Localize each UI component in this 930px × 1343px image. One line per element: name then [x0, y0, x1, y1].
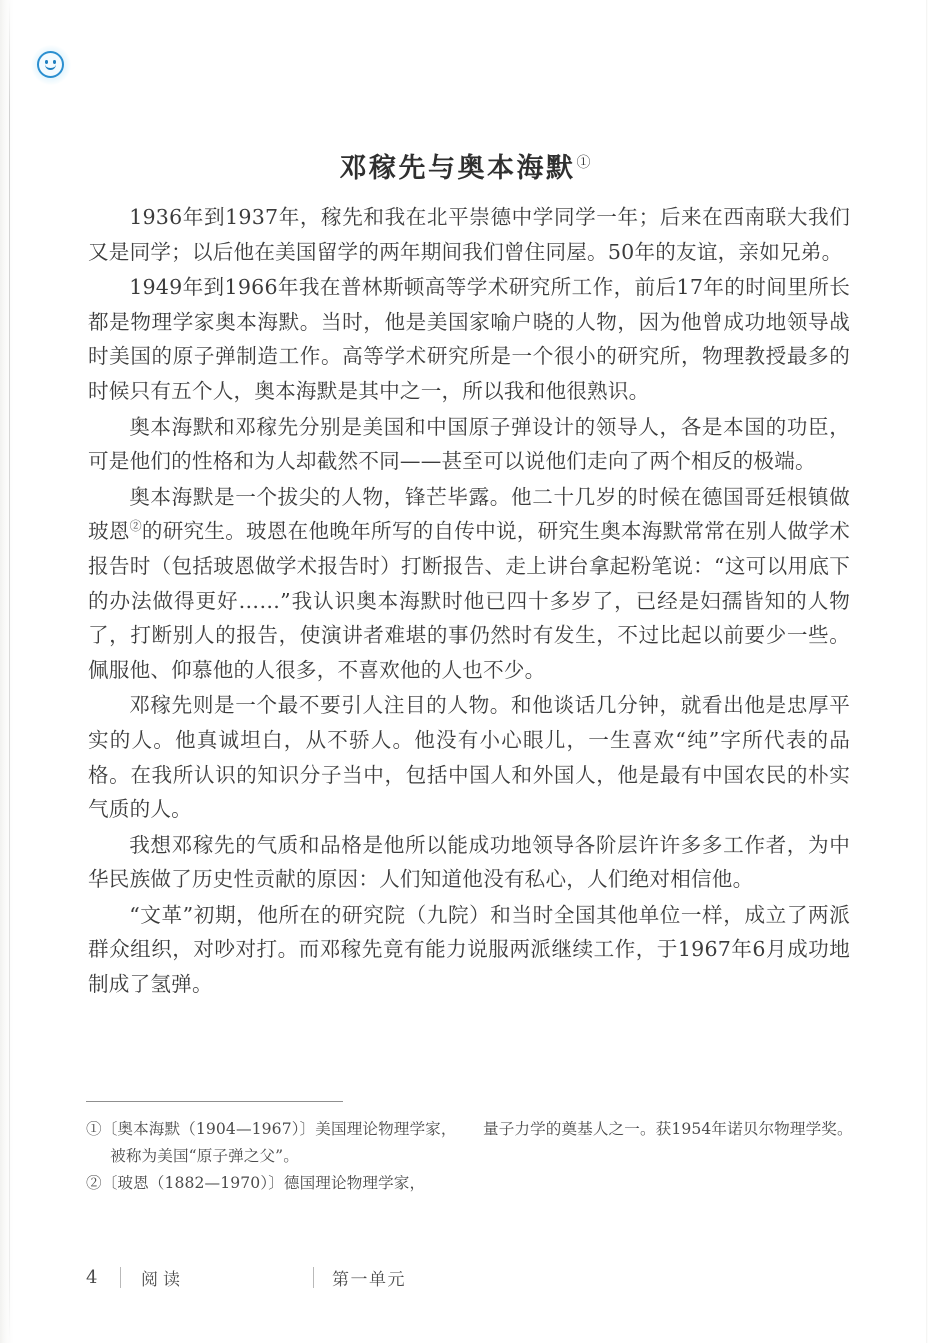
page-title-text: 邓稼先与奥本海默 — [339, 153, 576, 185]
paragraph-6: 我想邓稼先的气质和品格是他所以能成功地领导各阶层许许多多工作者，为中华民族做了历史性贡献的原因：人们知道他没有私心，人们绝对相信他。 — [88, 832, 850, 892]
paragraph-3: 奥本海默和邓稼先分别是美国和中国原子弹设计的领导人，各是本国的功臣，可是他们的性格和为人却截然不同——甚至可以说他们走向了两个相反的极端。 — [88, 414, 850, 474]
article-body — [88, 200, 850, 1003]
footer-divider-2 — [313, 1267, 314, 1288]
page-scan-edge-right — [926, 0, 928, 1343]
title-footnote-marker: ① — [576, 155, 591, 172]
page-number: 4 — [86, 1266, 98, 1288]
footnote-area — [86, 1116, 854, 1198]
paragraph-4 — [88, 480, 850, 688]
footnote-separator-rule — [86, 1101, 343, 1102]
footnote-column-right — [483, 1116, 854, 1198]
paragraph-4-part-b: 的研究生。玻恩在他晚年所写的自传中说，研究生奥本海默常常在别人做学术报告时（包括玻恩做学术报告时）打断报告、走上讲台拿起粉笔说：“这可以用底下的办法做得更好……”我认识奥本海默时他已四十多岁了，已经是妇孺皆知的人物了，打断别人的报告，使演讲者难堪的事仍然时有发生，不过比起以前要少一些。佩服他、仰慕他的人很多，不喜欢他的人也不少。 — [88, 519, 850, 682]
paragraph-2: 1949年到1966年我在普林斯顿高等学术研究所工作，前后17年的时间里所长都是物理学家奥本海默。当时，他是美国家喻户晓的人物，因为他曾成功地领导战时美国的原子弹制造工作。高等学术研究所是一个很小的研究所，物理教授最多的时候只有五个人，奥本海默是其中之一，所以我和他很熟识。 — [88, 275, 850, 403]
paragraph-5: 邓稼先则是一个最不要引人注目的人物。和他谈话几分钟，就看出他是忠厚平实的人。他真诚坦白，从不骄人。他没有小心眼儿，一生喜欢“纯”字所代表的品格。在我所认识的知识分子当中，包括中国人和外国人，他是最有中国农民的朴实气质的人。 — [88, 693, 850, 822]
paragraph-4-part-a: 奥本海默是一个拔尖的人物，锋芒毕露。他二十几岁的时候在德国哥廷根镇做玻恩 — [88, 484, 850, 544]
page-title — [0, 146, 930, 185]
footnote-item-2: ②〔玻恩（1882—1970）〕德国理论物理学家， — [86, 1174, 426, 1192]
paragraph-1: 1936年到1937年，稼先和我在北平崇德中学同学一年；后来在西南联大我们又是同学；以后他在美国留学的两年期间我们曾住同屋。50年的友谊，亲如兄弟。 — [88, 205, 850, 264]
page-footer — [86, 1262, 854, 1292]
page-scan-edge-left — [9, 0, 10, 1343]
footer-divider-1 — [120, 1267, 121, 1288]
paragraph-7: “文革”初期，他所在的研究院（九院）和当时全国其他单位一样，成立了两派群众组织，对吵对打。而邓稼先竟有能力说服两派继续工作，于1967年6月成功地制成了氢弹。 — [88, 902, 850, 997]
footnote-item-1: ①〔奥本海默（1904—1967）〕美国理论物理学家，被称为美国“原子弹之父”。 — [86, 1120, 457, 1165]
paragraph-4-footnote-marker: ② — [129, 519, 142, 534]
footnote-column-left — [86, 1116, 457, 1198]
smiley-face-circle — [37, 51, 64, 78]
smiley-face-icon[interactable] — [31, 45, 71, 85]
footer-unit-label: 第一单元 — [332, 1269, 406, 1290]
footer-section-label: 阅读 — [141, 1269, 185, 1290]
smiley-mouth — [45, 63, 56, 70]
footnote-item-2-continued: 量子力学的奠基人之一。获1954年诺贝尔物理学奖。 — [483, 1120, 853, 1138]
